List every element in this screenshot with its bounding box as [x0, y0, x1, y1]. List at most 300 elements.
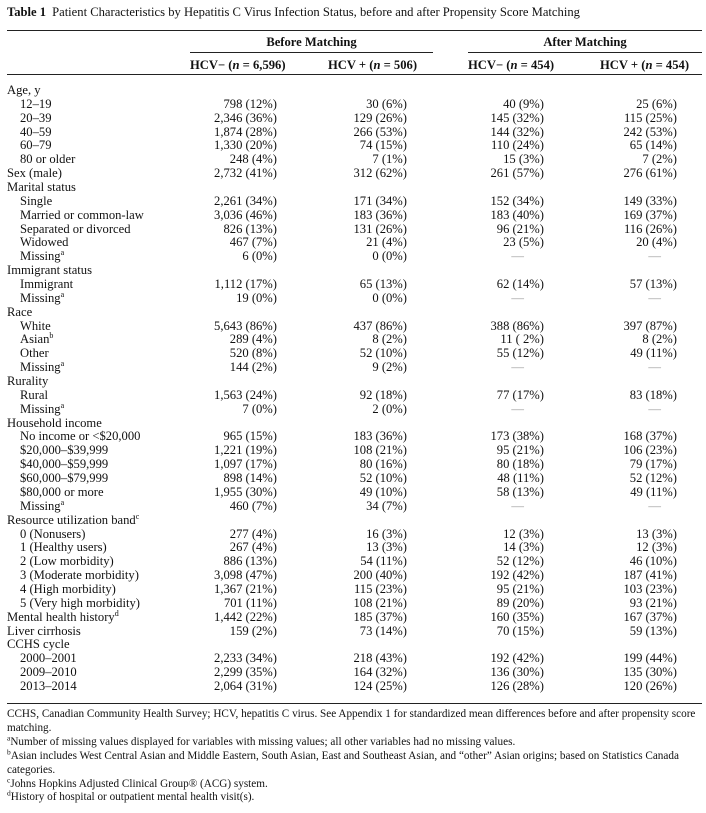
- table-row: [7, 389, 702, 403]
- row-label: [7, 306, 32, 320]
- row-label-text: Missing: [20, 401, 61, 416]
- table-cell: —: [648, 401, 661, 416]
- table-row: [7, 680, 702, 694]
- row-label-text: Married or common-law: [20, 207, 144, 222]
- row-label: [7, 167, 62, 181]
- table-row: [7, 569, 702, 583]
- table-row: [7, 250, 702, 264]
- table-row-category: [7, 511, 702, 528]
- table-cell: 59 (13%): [629, 623, 677, 638]
- table-cell: 3,098 (47%): [214, 568, 277, 583]
- row-label-text: Rurality: [7, 374, 49, 389]
- footnote-marker: a: [7, 733, 11, 743]
- table-cell: 152 (34%): [490, 193, 544, 208]
- row-label: [20, 541, 107, 555]
- row-label-text: 2 (Low morbidity): [20, 554, 114, 569]
- row-label-text: Household income: [7, 415, 102, 430]
- table-cell: 160 (35%): [490, 609, 544, 624]
- row-label: [20, 153, 75, 167]
- column-header-before-hcv-pos: [328, 58, 417, 73]
- footnote-text: Johns Hopkins Adjusted Clinical Group® (ACG) system.: [10, 777, 268, 790]
- row-label: [20, 444, 108, 458]
- row-label-text: 60–79: [20, 138, 52, 153]
- table-cell: 108 (21%): [353, 595, 407, 610]
- table-row: [7, 497, 702, 514]
- top-rule: [7, 30, 702, 31]
- table-cell: 54 (11%): [360, 554, 407, 569]
- row-label-text: 0 (Nonusers): [20, 526, 86, 541]
- table-cell: 2,299 (35%): [214, 665, 277, 680]
- row-label: [20, 139, 51, 153]
- table-row-category: [7, 417, 702, 431]
- table-cell: —: [648, 249, 661, 264]
- bottom-rule: [7, 703, 702, 704]
- table-cell: 826 (13%): [223, 221, 277, 236]
- table-cell: 9 (2%): [372, 360, 407, 375]
- table-cell: 14 (3%): [503, 540, 544, 555]
- table-cell: 145 (32%): [490, 110, 544, 125]
- group-header-before: Before Matching: [266, 35, 357, 49]
- table-row: [7, 126, 702, 140]
- row-label-text: Race: [7, 304, 33, 319]
- footnote-text: CCHS, Canadian Community Health Survey; HCV, hepatitis C virus. See Appendix 1 for standardized mean differences before and after propensity score matching.: [7, 708, 696, 734]
- table-cell: 7 (2%): [642, 152, 677, 167]
- row-label-text: 4 (High morbidity): [20, 581, 116, 596]
- table-cell: 266 (53%): [353, 124, 407, 139]
- row-label: [7, 264, 92, 278]
- table-cell: 83 (18%): [629, 387, 677, 402]
- table-cell: 289 (4%): [229, 332, 277, 347]
- table-cell: 965 (15%): [223, 429, 277, 444]
- table-cell: 80 (18%): [496, 457, 544, 472]
- table-row: [7, 278, 702, 292]
- table-cell: 388 (86%): [490, 318, 544, 333]
- table-cell: 173 (38%): [490, 429, 544, 444]
- table-cell: 144 (2%): [229, 360, 277, 375]
- row-label: [7, 84, 41, 98]
- table-row: [7, 98, 702, 112]
- table-cell: 25 (6%): [636, 96, 677, 111]
- table-cell: 1,097 (17%): [214, 457, 277, 472]
- row-label-text: No income or <$20,000: [20, 429, 141, 444]
- footnote-text: Number of missing values displayed for variables with missing values; all other variables had no missing values.: [10, 735, 516, 748]
- table-cell: 13 (3%): [636, 526, 677, 541]
- table-row-category: [7, 375, 702, 389]
- table-row: [7, 597, 702, 611]
- table-row: [7, 486, 702, 500]
- table-cell: 0 (0%): [372, 249, 407, 264]
- footnote-marker: b: [7, 746, 11, 756]
- row-label: [20, 361, 64, 375]
- row-label: [20, 400, 65, 417]
- table-cell: —: [648, 498, 661, 513]
- row-label: [7, 417, 102, 431]
- table-cell: 168 (37%): [623, 429, 677, 444]
- table-row-category: [7, 84, 702, 98]
- table-row: [7, 195, 702, 209]
- row-label: [20, 652, 77, 666]
- table-row: [7, 347, 702, 361]
- column-header-before-hcv-neg: [190, 58, 286, 73]
- table-cell: —: [511, 498, 524, 513]
- row-label: [20, 597, 140, 611]
- table-cell: 312 (62%): [353, 166, 407, 181]
- table-cell: 65 (13%): [359, 277, 407, 292]
- table-cell: 520 (8%): [229, 346, 277, 361]
- table-cell: —: [511, 249, 524, 264]
- table-cell: 136 (30%): [490, 665, 544, 680]
- table-cell: 267 (4%): [229, 540, 277, 555]
- table-cell: 77 (17%): [496, 387, 544, 402]
- table-cell: 886 (13%): [223, 554, 277, 569]
- table-row-category: [7, 167, 702, 181]
- table-cell: 159 (2%): [229, 623, 277, 638]
- table-row: [7, 528, 702, 542]
- table-cell: 74 (15%): [359, 138, 407, 153]
- table-cell: 49 (10%): [359, 484, 407, 499]
- table-row: [7, 139, 702, 153]
- footnote: [7, 774, 697, 792]
- row-label: [20, 278, 73, 292]
- row-label-text: 2000–2001: [20, 651, 77, 666]
- table-cell: 2,261 (34%): [214, 193, 277, 208]
- table-cell: 164 (32%): [353, 665, 407, 680]
- row-label: [20, 250, 64, 264]
- footnote-marker: b: [49, 331, 54, 341]
- table-row: [7, 666, 702, 680]
- table-row: [7, 430, 702, 444]
- table-row: [7, 652, 702, 666]
- table-cell: 149 (33%): [623, 193, 677, 208]
- row-label: [20, 430, 140, 444]
- row-label-text: CCHS cycle: [7, 637, 70, 652]
- footnote-marker: a: [60, 400, 65, 410]
- row-label-text: Mental health history: [7, 609, 115, 624]
- row-label-text: Immigrant status: [7, 263, 92, 278]
- table-cell: 798 (12%): [223, 96, 277, 111]
- table-cell: 1,563 (24%): [214, 387, 277, 402]
- table-row: [7, 236, 702, 250]
- table-row-category: [7, 638, 702, 652]
- table-cell: 437 (86%): [353, 318, 407, 333]
- table-cell: 2,233 (34%): [214, 651, 277, 666]
- table-footnotes: [7, 708, 697, 805]
- table-row: [7, 153, 702, 167]
- footnote-marker: d: [7, 788, 11, 798]
- row-label: [20, 555, 114, 569]
- row-label-text: Rural: [20, 387, 48, 402]
- col-prefix: HCV + (: [600, 58, 646, 72]
- col-prefix: HCV + (: [328, 58, 374, 72]
- row-label: [7, 181, 76, 195]
- table-cell: 187 (41%): [623, 568, 677, 583]
- table-body: [7, 84, 702, 694]
- table-cell: 120 (26%): [623, 678, 677, 693]
- table-row: [7, 333, 702, 347]
- row-label-text: Separated or divorced: [20, 221, 131, 236]
- table-cell: 192 (42%): [490, 651, 544, 666]
- table-cell: 183 (36%): [353, 429, 407, 444]
- table-cell: 242 (53%): [623, 124, 677, 139]
- table-cell: —: [511, 360, 524, 375]
- table-cell: 96 (21%): [496, 221, 544, 236]
- footnote-marker: d: [114, 608, 119, 618]
- row-label: [20, 289, 65, 306]
- footnote: [7, 733, 697, 750]
- table-cell: 2,064 (31%): [214, 678, 277, 693]
- row-label-text: White: [20, 318, 51, 333]
- table-cell: 7 (0%): [242, 401, 277, 416]
- group-underline-after: [468, 52, 702, 53]
- row-label: [20, 528, 85, 542]
- table-row-category: [7, 625, 702, 639]
- table-cell: 19 (0%): [236, 290, 277, 305]
- table-cell: 8 (2%): [642, 332, 677, 347]
- table-cell: 93 (21%): [629, 595, 677, 610]
- table-cell: 169 (37%): [623, 207, 677, 222]
- table-row-category: [7, 264, 702, 278]
- row-label-text: $20,000–$39,999: [20, 443, 109, 458]
- table-row: [7, 289, 702, 306]
- table-cell: 110 (24%): [490, 138, 544, 153]
- table-row: [7, 583, 702, 597]
- col-suffix: = 506): [380, 58, 418, 72]
- group-header-after: After Matching: [543, 35, 627, 49]
- table-cell: 13 (3%): [366, 540, 407, 555]
- table-row: [7, 541, 702, 555]
- col-n: n: [645, 58, 653, 72]
- table-cell: 8 (2%): [372, 332, 407, 347]
- table-cell: —: [511, 401, 524, 416]
- footnote-marker: c: [7, 774, 11, 784]
- table-cell: 200 (40%): [353, 568, 407, 583]
- row-label: [7, 608, 119, 625]
- table-cell: 701 (11%): [223, 595, 277, 610]
- row-label-text: Other: [20, 346, 49, 361]
- table-row-category: [7, 306, 702, 320]
- table-cell: 12 (3%): [636, 540, 677, 555]
- row-label-text: Marital status: [7, 180, 76, 195]
- table-row: [7, 223, 702, 237]
- table-cell: 55 (12%): [496, 346, 544, 361]
- table-cell: 1,874 (28%): [214, 124, 277, 139]
- row-label-text: Missing: [20, 290, 61, 305]
- table-cell: 52 (10%): [359, 346, 407, 361]
- table-cell: 70 (15%): [496, 623, 544, 638]
- table-cell: 2,346 (36%): [214, 110, 277, 125]
- table-cell: 40 (9%): [503, 96, 544, 111]
- table-cell: —: [648, 360, 661, 375]
- table-cell: 49 (11%): [630, 484, 677, 499]
- table-caption: [7, 5, 580, 20]
- table-cell: 129 (26%): [353, 110, 407, 125]
- table-cell: 46 (10%): [629, 554, 677, 569]
- footnote-text: History of hospital or outpatient mental health visit(s).: [10, 791, 255, 804]
- table-cell: 52 (12%): [496, 554, 544, 569]
- table-cell: 116 (26%): [623, 221, 677, 236]
- table-cell: 95 (21%): [496, 581, 544, 596]
- row-label: [20, 195, 52, 209]
- table-cell: 30 (6%): [366, 96, 407, 111]
- table-row: [7, 400, 702, 417]
- table-cell: 115 (23%): [353, 581, 407, 596]
- footnote-marker: a: [60, 497, 65, 507]
- table-row-category: [7, 608, 702, 625]
- row-label: [20, 680, 77, 694]
- table-row: [7, 458, 702, 472]
- table-cell: 171 (34%): [353, 193, 407, 208]
- table-cell: 21 (4%): [366, 235, 407, 250]
- row-label-text: 12–19: [20, 96, 52, 111]
- row-label: [20, 98, 51, 112]
- row-label: [7, 511, 140, 528]
- row-label: [7, 375, 48, 389]
- table-cell: 460 (7%): [229, 498, 277, 513]
- row-label: [20, 497, 65, 514]
- table-cell: 52 (12%): [629, 471, 677, 486]
- table-title: Patient Characteristics by Hepatitis C Virus Infection Status, before and after Propensity Score Matching: [52, 5, 580, 19]
- row-label-text: Widowed: [20, 235, 69, 250]
- table-cell: 126 (28%): [490, 678, 544, 693]
- row-label-text: Immigrant: [20, 277, 74, 292]
- header-rule: [7, 74, 702, 75]
- col-n: n: [510, 58, 518, 72]
- table-row: [7, 209, 702, 223]
- row-label-text: Asian: [20, 332, 50, 347]
- row-label: [20, 389, 48, 403]
- table-cell: 73 (14%): [359, 623, 407, 638]
- table-cell: —: [511, 290, 524, 305]
- table-cell: 1,330 (20%): [214, 138, 277, 153]
- table-cell: 124 (25%): [353, 678, 407, 693]
- table-cell: 261 (57%): [490, 166, 544, 181]
- col-prefix: HCV− (: [468, 58, 511, 72]
- footnote: [7, 708, 697, 736]
- table-row: [7, 320, 702, 334]
- row-label: [20, 209, 144, 223]
- group-underline-before: [190, 52, 433, 53]
- table-cell: 57 (13%): [629, 277, 677, 292]
- table-row-category: [7, 181, 702, 195]
- table-cell: 192 (42%): [490, 568, 544, 583]
- row-label-text: 3 (Moderate morbidity): [20, 568, 139, 583]
- row-label-text: $80,000 or more: [20, 484, 104, 499]
- table-row: [7, 112, 702, 126]
- table-cell: 12 (3%): [503, 526, 544, 541]
- row-label-text: $60,000–$79,999: [20, 471, 109, 486]
- table-cell: 23 (5%): [503, 235, 544, 250]
- table-cell: 397 (87%): [623, 318, 677, 333]
- table-cell: 49 (11%): [630, 346, 677, 361]
- row-label: [20, 472, 108, 486]
- table-cell: 11 ( 2%): [500, 332, 544, 347]
- col-suffix: = 454): [652, 58, 690, 72]
- table-cell: 467 (7%): [229, 235, 277, 250]
- table-cell: 1,367 (21%): [214, 581, 277, 596]
- row-label-text: Missing: [20, 249, 61, 264]
- row-label: [20, 666, 77, 680]
- row-label-text: $40,000–$59,999: [20, 457, 109, 472]
- table-cell: 1,112 (17%): [214, 277, 277, 292]
- table-cell: 1,442 (22%): [214, 609, 277, 624]
- table-cell: 1,955 (30%): [214, 484, 277, 499]
- row-label-text: Age, y: [7, 83, 41, 97]
- table-cell: 65 (14%): [629, 138, 677, 153]
- table-cell: 92 (18%): [359, 387, 407, 402]
- table-cell: 1,221 (19%): [214, 443, 277, 458]
- table-cell: 167 (37%): [623, 609, 677, 624]
- table-cell: 2 (0%): [372, 401, 407, 416]
- table-cell: 80 (16%): [359, 457, 407, 472]
- table-cell: 131 (26%): [353, 221, 407, 236]
- row-label: [20, 223, 131, 237]
- row-label: [20, 126, 51, 140]
- row-label-text: Missing: [20, 498, 61, 513]
- table-cell: 144 (32%): [490, 124, 544, 139]
- table-number: Table 1: [7, 5, 47, 19]
- row-label: [7, 638, 70, 652]
- table-cell: 62 (14%): [496, 277, 544, 292]
- table-cell: 199 (44%): [623, 651, 677, 666]
- row-label: [20, 458, 108, 472]
- table-cell: 58 (13%): [496, 484, 544, 499]
- row-label-text: Single: [20, 193, 53, 208]
- row-label-text: Liver cirrhosis: [7, 623, 81, 638]
- table-cell: 3,036 (46%): [214, 207, 277, 222]
- table-cell: 34 (7%): [366, 498, 407, 513]
- column-header-after-hcv-pos: [600, 58, 689, 73]
- table-cell: 103 (23%): [623, 581, 677, 596]
- table-cell: 52 (10%): [359, 471, 407, 486]
- table-cell: 106 (23%): [623, 443, 677, 458]
- table-row: [7, 361, 702, 375]
- table-cell: 898 (14%): [223, 471, 277, 486]
- table-cell: 15 (3%): [503, 152, 544, 167]
- table-row: [7, 472, 702, 486]
- row-label: [20, 112, 51, 126]
- row-label-text: Missing: [20, 360, 61, 375]
- footnote: [7, 746, 697, 778]
- col-suffix: = 454): [517, 58, 555, 72]
- table-row: [7, 444, 702, 458]
- footnote-marker: a: [60, 289, 65, 299]
- footnote-marker: a: [60, 248, 65, 258]
- row-label-text: 5 (Very high morbidity): [20, 595, 140, 610]
- table-row: [7, 555, 702, 569]
- row-label-text: Resource utilization band: [7, 512, 136, 527]
- row-label-text: 1 (Healthy users): [20, 540, 107, 555]
- table-cell: —: [648, 290, 661, 305]
- table-cell: 0 (0%): [372, 290, 407, 305]
- table-cell: 185 (37%): [353, 609, 407, 624]
- row-label-text: 40–59: [20, 124, 52, 139]
- col-suffix: = 6,596): [239, 58, 286, 72]
- table-cell: 79 (17%): [629, 457, 677, 472]
- col-n: n: [373, 58, 381, 72]
- table-cell: 183 (40%): [490, 207, 544, 222]
- footnote: [7, 788, 697, 805]
- table-cell: 108 (21%): [353, 443, 407, 458]
- row-label-text: 2009–2010: [20, 665, 77, 680]
- col-n: n: [232, 58, 240, 72]
- table-cell: 20 (4%): [636, 235, 677, 250]
- table-cell: 276 (61%): [623, 166, 677, 181]
- row-label-text: 80 or older: [20, 152, 76, 167]
- table-cell: 135 (30%): [623, 665, 677, 680]
- table-cell: 6 (0%): [242, 249, 277, 264]
- table-cell: 277 (4%): [229, 526, 277, 541]
- row-label: [20, 583, 116, 597]
